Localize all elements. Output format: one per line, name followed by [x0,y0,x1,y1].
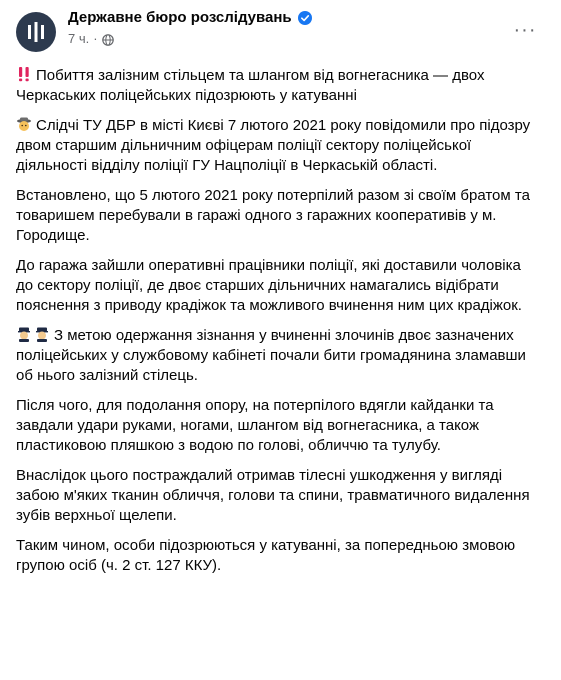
police-officer-icon [34,326,50,342]
post-paragraph [16,116,536,176]
police-officer-icon [16,326,32,342]
post-paragraph [16,186,536,246]
post-header [16,0,545,64]
paragraph-text: Встановлено, що 5 лютого 2021 року потерпілий разом зі своїм братом та товаришем перебували в гаражі одного з гаражних кооперативів у м. Городище. [16,187,530,244]
dbr-logo-icon [23,19,49,45]
post-paragraph [16,256,536,316]
paragraph-text: Побиття залізним стільцем та шлангом від вогнегасника — двох Черкаських поліцейських підозрюють у катуванні [16,67,485,104]
post-paragraph [16,536,536,576]
paragraph-text: Внаслідок цього постраждалий отримав тілесні ушкодження у вигляді забою м'яких тканин обличчя, голови та спини, травматичного видалення зубів верхньої щелепи. [16,467,530,524]
paragraph-text: До гаража зайшли оперативні працівники поліції, які доставили чоловіка до сектору поліції, де двоє старших дільничних намагались відібрати пояснення з приводу крадіжок та можливого вчинення ним цих крадіжок. [16,257,522,314]
meta-separator: · [93,31,98,46]
more-options-button[interactable]: ··· [513,18,537,41]
post-timestamp[interactable]: 7 ч. [68,31,90,46]
paragraph-text: Таким чином, особи підозрюються у катуванні, за попередньою змовою групою осіб (ч. 2 ст. 127 ККУ). [16,537,516,574]
police-officers-emoji [16,326,50,342]
post-paragraph-headline [16,66,536,106]
post-meta [68,30,114,48]
globe-icon[interactable] [102,33,114,45]
post-body [16,66,536,586]
detective-icon [16,116,32,132]
verified-badge-icon [298,11,312,25]
page-name-link[interactable] [68,8,312,28]
post-paragraph [16,466,536,526]
post-paragraph [16,396,536,456]
paragraph-text: Після чого, для подолання опору, на потерпілого вдягли кайданки та завдали удари руками, ногами, шлангом від вогнегасника, а також пластиковою пляшкою з водою по голові, обличчю та тулубу. [16,397,494,454]
post-paragraph [16,326,536,386]
paragraph-text: З метою одержання зізнання у вчиненні злочинів двоє зазначених поліцейських у службовому кабінеті почали бити громадянина зламавши об нього залізний стілець. [16,327,526,384]
double-exclamation-icon [16,66,32,82]
page-name[interactable]: Державне бюро розслідувань [68,9,292,26]
paragraph-text: Слідчі ТУ ДБР в місті Києві 7 лютого 2021 року повідомили про підозру двом старшим дільничним офіцерам поліції сектору поліцейської діяльності відділу поліції ГУ Нацполіції в Черкаській області. [16,117,531,174]
page-avatar[interactable] [16,12,56,52]
